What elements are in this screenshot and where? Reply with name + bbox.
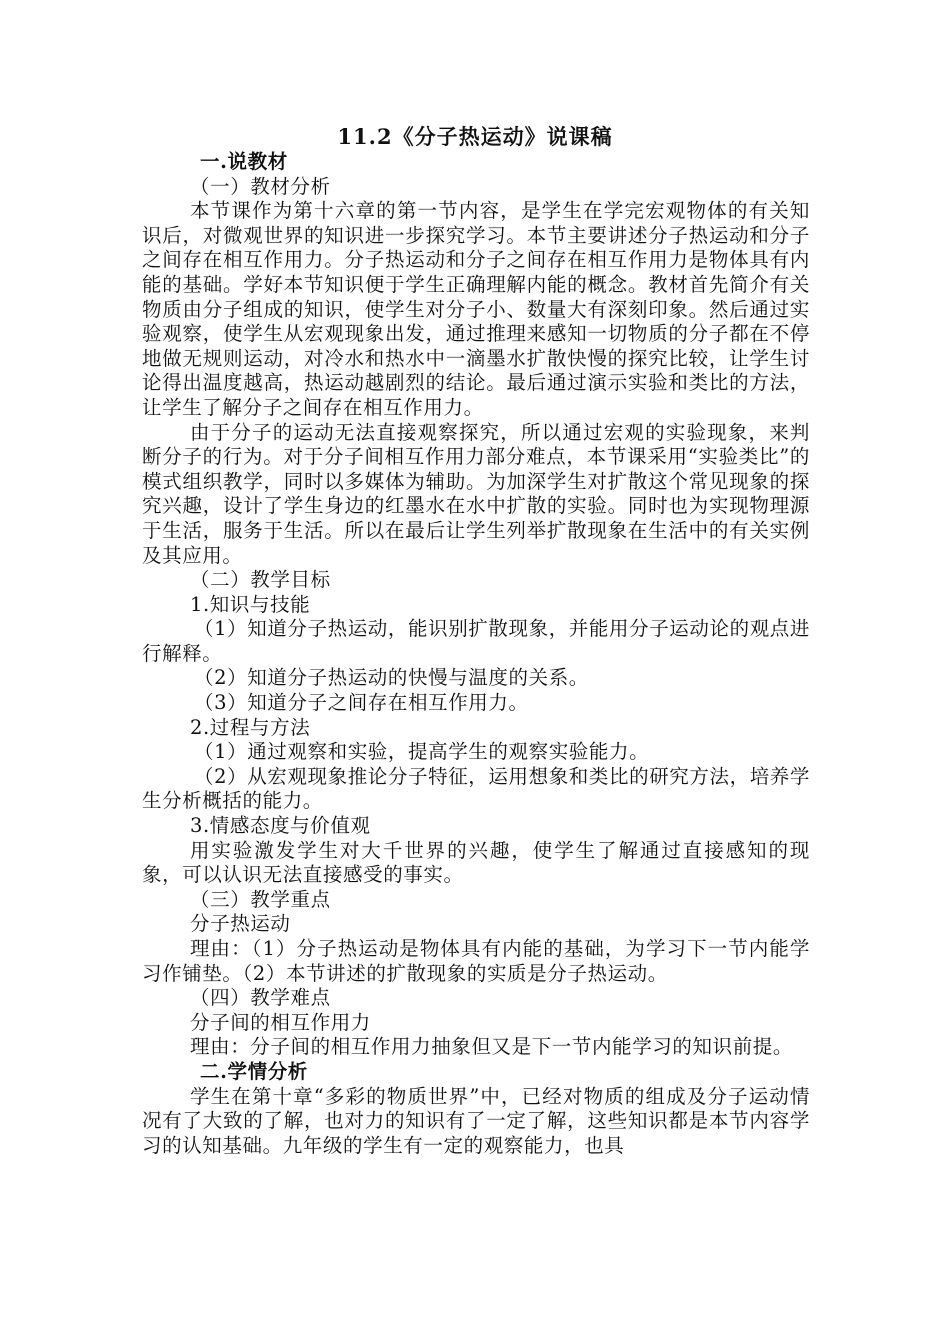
difficult-point-reason: 理由：分子间的相互作用力抽象但又是下一节内能学习的知识前提。: [190, 1035, 794, 1059]
paragraph-material-analysis-2: 由于分子的运动无法直接观察探究，所以通过宏观的实验现象，来判断分子的行为。对于分子间相互作用力部分难点，本节课采用“实验类比”的模式组织教学，同时以多媒体为辅助。为加深学生对扩散这个常见现象的探究兴趣，设计了学生身边的红墨水在水中扩散的实验。同时也为实现物理源于生活，服务于生活。所以在最后让学生列举扩散现象在生活中的有关实例及其应用。: [142, 420, 810, 567]
key-point-text: 分子热运动: [190, 912, 291, 936]
difficult-point-text: 分子间的相互作用力: [190, 1010, 371, 1034]
subsection-heading-material-analysis: （一）教材分析: [190, 174, 331, 198]
goal-text-attitude-values: 用实验激发学生对大千世界的兴趣，使学生了解通过直接感知的现象，可以认识无法直接感受的事实。: [142, 838, 810, 887]
subsection-heading-teaching-goals: （二）教学目标: [190, 568, 331, 592]
section-heading-student-analysis: 二.学情分析: [200, 1059, 308, 1083]
goal-item: （2）从宏观现象推论分子特征，运用想象和类比的研究方法，培养学生分析概括的能力。: [142, 764, 811, 813]
goal-item: （3）知道分子之间存在相互作用力。: [194, 691, 529, 715]
subsection-heading-difficult-point: （四）教学难点: [190, 986, 331, 1010]
paragraph-student-analysis: 学生在第十章“多彩的物质世界”中，已经对物质的组成及分子运动情况有了大致的了解，也对力的知识有了一定了解，这些知识都是本节内容学习的认知基础。九年级的学生有一定的观察能力，也具: [142, 1084, 810, 1157]
goal-item: （1）知道分子热运动，能识别扩散现象，并能用分子运动论的观点进行解释。: [142, 617, 811, 665]
goal-item: （2）知道分子热运动的快慢与温度的关系。: [194, 666, 589, 690]
subsection-heading-key-point: （三）教学重点: [190, 887, 331, 911]
goal-heading-process-methods: 2.过程与方法: [190, 715, 311, 739]
key-point-reason: 理由：（1）分子热运动是物体具有内能的基础，为学习下一节内能学习作铺垫。（2）本节讲述的扩散现象的实质是分子热运动。: [142, 937, 810, 985]
goal-heading-attitude-values: 3.情感态度与价值观: [190, 814, 371, 838]
document-title: 11.2《分子热运动》说课稿: [337, 124, 613, 149]
document-body: [142, 150, 810, 1158]
section-heading-teaching-material: 一.说教材: [200, 150, 288, 173]
goal-heading-knowledge-skills: 1.知识与技能: [190, 592, 311, 616]
goal-item: （1）通过观察和实验，提高学生的观察实验能力。: [194, 740, 650, 764]
paragraph-material-analysis-1: 本节课作为第十六章的第一节内容，是学生在学完宏观物体的有关知识后，对微观世界的知识进一步探究学习。本节主要讲述分子热运动和分子之间存在相互作用力。分子热运动和分子之间存在相互作用力是物体具有内能的基础。学好本节知识便于学生正确理解内能的概念。教材首先简介有关物质由分子组成的知识，使学生对分子小、数量大有深刻印象。然后通过实验观察，使学生从宏观现象出发，通过推理来感知一切物质的分子都在不停地做无规则运动，对冷水和热水中一滴墨水扩散快慢的探究比较，让学生讨论得出温度越高，热运动越剧烈的结论。最后通过演示实验和类比的方法，让学生了解分子之间存在相互作用力。: [142, 199, 810, 419]
